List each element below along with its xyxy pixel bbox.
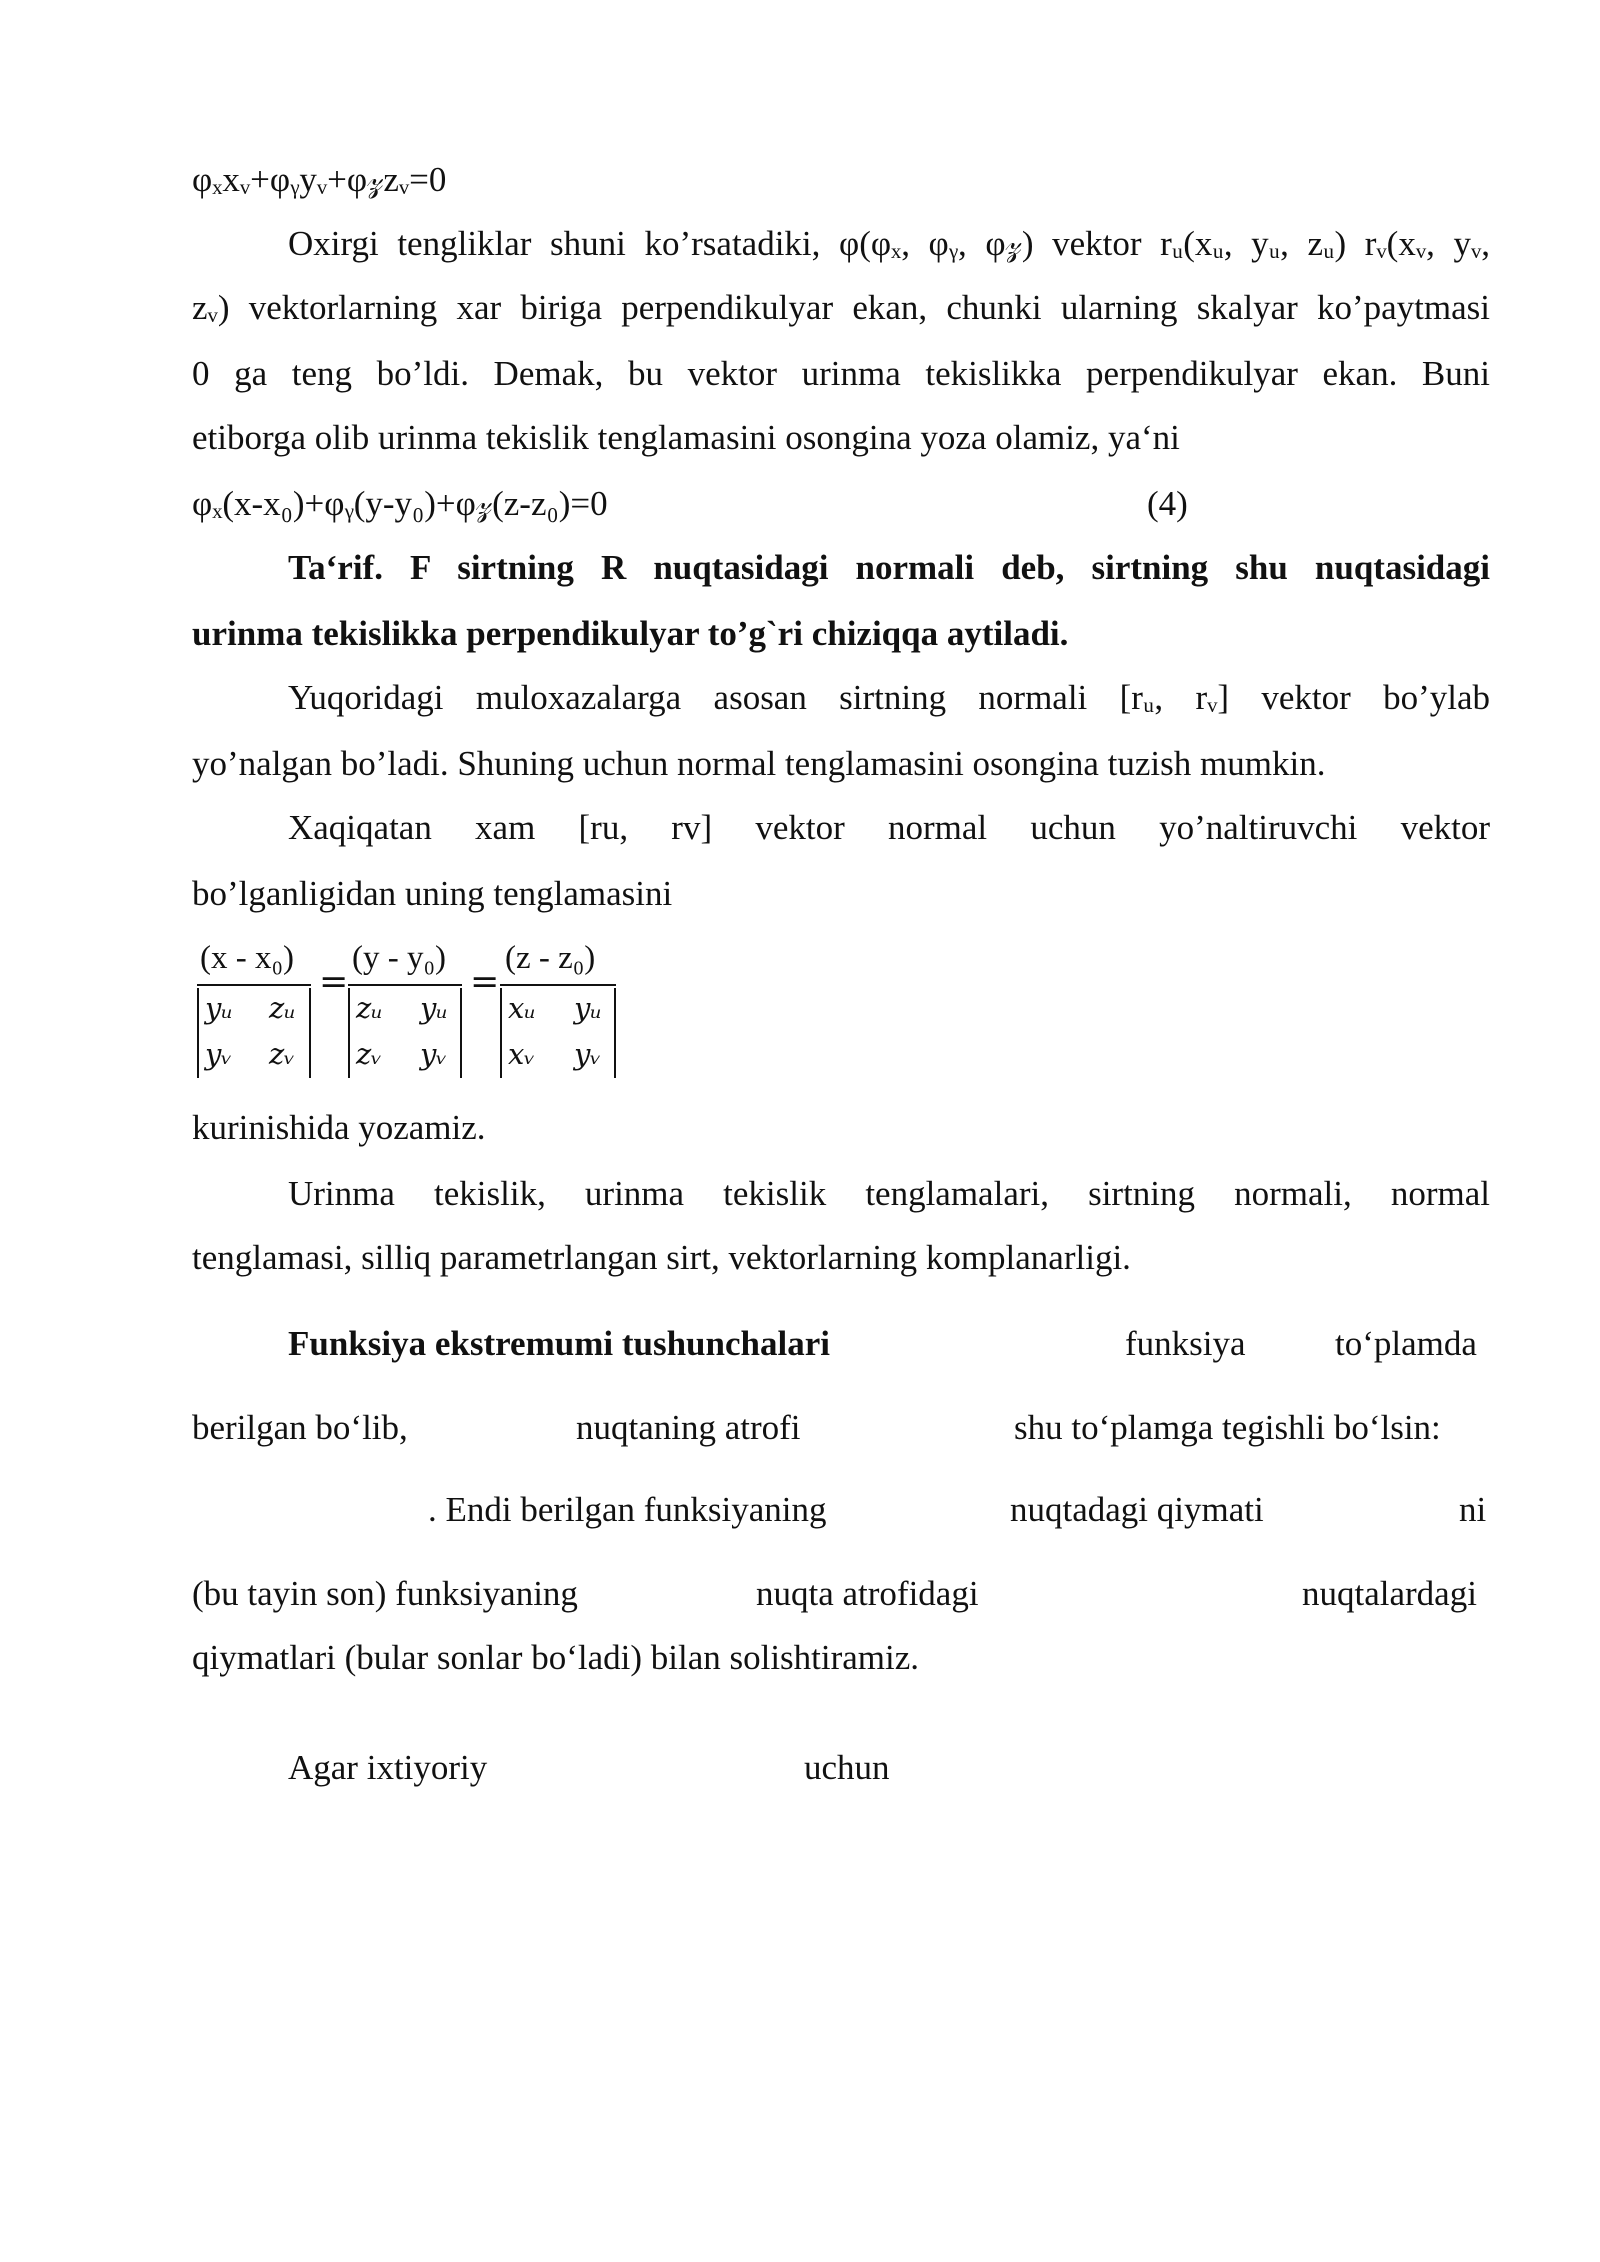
- numerator-z: (z - z₀): [505, 940, 596, 976]
- text-fragment: to‘plamda: [1335, 1324, 1477, 1363]
- det-cell: yᵥ: [205, 1037, 233, 1071]
- text-fragment: nuqtadagi qiymati: [1010, 1490, 1264, 1529]
- det-cell: yᵤ: [420, 991, 448, 1025]
- paragraph-line: zᵥ) vektorlarning xar biriga perpendikulyar ekan, chunki ularning skalyar ko’paytmasi: [192, 288, 1490, 327]
- text-fragment: berilgan bo‘lib,: [192, 1408, 408, 1447]
- det-cell: zᵥ: [356, 1037, 383, 1071]
- det-cell: zᵥ: [269, 1037, 296, 1071]
- paragraph-line: tenglamasi, silliq parametrlangan sirt, vektorlarning komplanarligi.: [192, 1238, 1131, 1277]
- paragraph-line: yo’nalgan bo’ladi. Shuning uchun normal tenglamasini osongina tuzish mumkin.: [192, 744, 1326, 783]
- det-cell: yᵥ: [420, 1037, 448, 1071]
- text-fragment: Agar ixtiyoriy: [288, 1748, 488, 1787]
- det-cell: xᵥ: [508, 1037, 536, 1071]
- section-heading: Funksiya ekstremumi tushunchalari: [288, 1324, 830, 1363]
- numerator-x: (x - x₀): [200, 940, 294, 976]
- numerator-y: (y - y₀): [352, 940, 446, 976]
- paragraph-line: Yuqoridagi muloxazalarga asosan sirtning normali [rᵤ, rᵥ] vektor bo’ylab: [288, 678, 1490, 717]
- det-cell: yᵤ: [574, 991, 602, 1025]
- det-cell: xᵤ: [508, 991, 536, 1025]
- text-fragment: uchun: [804, 1748, 890, 1787]
- determinant-3: [500, 988, 616, 1078]
- paragraph-line: Urinma tekislik, urinma tekislik tenglamalari, sirtning normali, normal: [288, 1174, 1490, 1213]
- text-fragment: ni: [1459, 1490, 1487, 1529]
- paragraph-line: kurinishida yozamiz.: [192, 1108, 486, 1147]
- equation-number: (4): [1147, 484, 1188, 523]
- paragraph-line: qiymatlari (bular sonlar bo‘ladi) bilan solishtiramiz.: [192, 1638, 920, 1677]
- paragraph-line: Xaqiqatan xam [ru, rv] vektor normal uchun yo’naltiruvchi vektor: [288, 808, 1490, 847]
- paragraph-line: etiborga olib urinma tekislik tenglamasini osongina yoza olamiz, ya‘ni: [192, 418, 1180, 457]
- equation-line-1: φₓxᵥ+φᵧyᵥ+φ𝓏zᵥ=0: [192, 160, 447, 199]
- determinant-2: [348, 988, 462, 1078]
- fraction-bar: [348, 984, 462, 986]
- equals-sign: =: [319, 962, 349, 1002]
- definition-line: Ta‘rif. F sirtning R nuqtasidagi normali deb, sirtning shu nuqtasidagi: [288, 548, 1490, 587]
- text-fragment: nuqtaning atrofi: [576, 1408, 801, 1447]
- det-cell: yᵥ: [574, 1037, 602, 1071]
- paragraph-line: 0 ga teng bo’ldi. Demak, bu vektor urinma tekislikka perpendikulyar ekan. Buni: [192, 354, 1490, 393]
- text-fragment: . Endi berilgan funksiyaning: [428, 1490, 827, 1529]
- text-fragment: nuqta atrofidagi: [756, 1574, 979, 1613]
- determinant-1: [197, 988, 311, 1078]
- fraction-bar: [500, 984, 616, 986]
- text-fragment: funksiya: [1125, 1324, 1246, 1363]
- det-cell: zᵤ: [356, 991, 383, 1025]
- text-fragment: shu to‘plamga tegishli bo‘lsin:: [1014, 1408, 1441, 1447]
- paragraph-line: Oxirgi tengliklar shuni ko’rsatadiki, φ(φₓ, φᵧ, φ𝓏) vektor rᵤ(xᵤ, yᵤ, zᵤ) rᵥ(xᵥ, yᵥ,: [288, 224, 1490, 263]
- fraction-bar: [197, 984, 311, 986]
- text-fragment: nuqtalardagi: [1302, 1574, 1477, 1613]
- paragraph-line: bo’lganligidan uning tenglamasini: [192, 874, 673, 913]
- tangent-plane-equation: φₓ(x-x₀)+φᵧ(y-y₀)+φ𝓏(z-z₀)=0: [192, 484, 608, 523]
- equals-sign: =: [470, 962, 500, 1002]
- definition-line: urinma tekislikka perpendikulyar to’g`ri chiziqqa aytiladi.: [192, 614, 1069, 653]
- det-cell: zᵤ: [269, 991, 296, 1025]
- text-fragment: (bu tayin son) funksiyaning: [192, 1574, 578, 1613]
- det-cell: yᵤ: [205, 991, 233, 1025]
